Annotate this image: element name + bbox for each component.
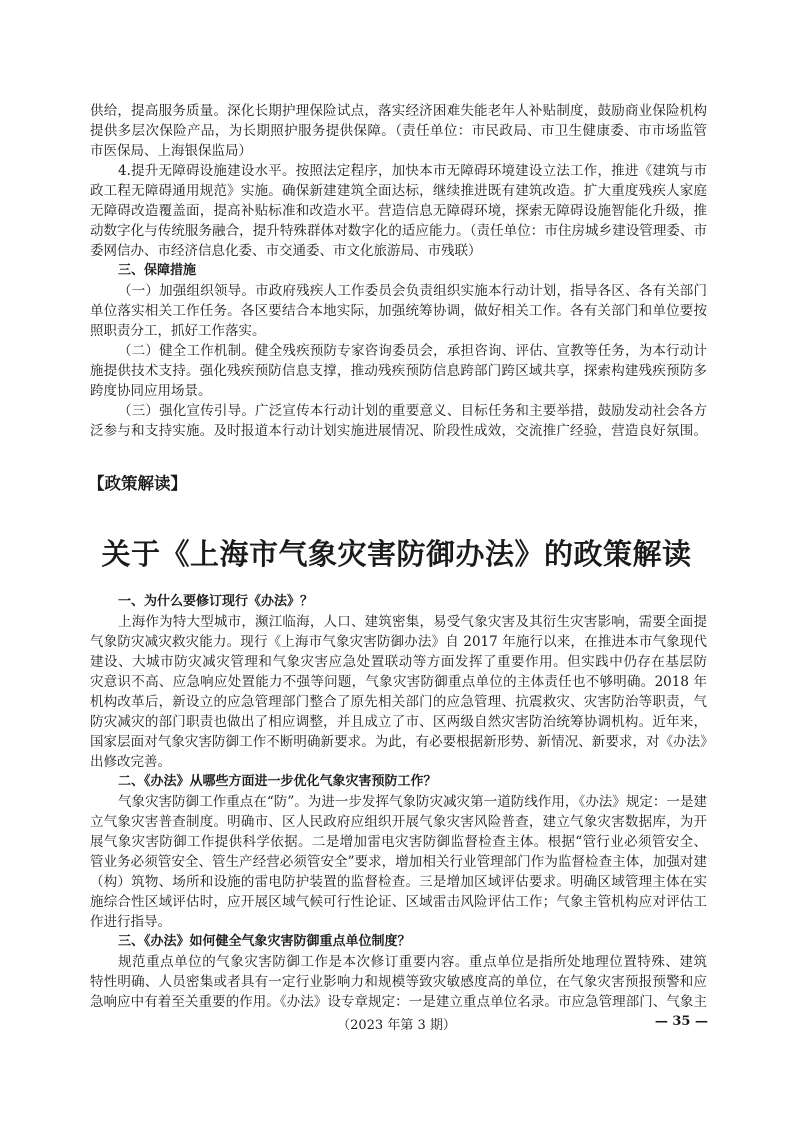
text-line: 上海作为特大型城市，濒江临海，人口、建筑密集，易受气象灾害及其衍生灾害影响，需要全面提	[118, 614, 707, 630]
article-body	[90, 592, 707, 1012]
paragraph	[90, 101, 707, 161]
text-line: （三）强化宣传引导。广泛宣传本行动计划的重要意义、目标任务和主要举措，鼓励发动社会各方	[118, 403, 707, 419]
text-line: 作进行指导。	[90, 914, 171, 930]
text-line: 市医保局、上海银保监局）	[90, 143, 252, 159]
text-line: 气象灾害防御工作重点在“防”。为进一步发挥气象防灾减灾第一道防线作用，《办法》规定：一是建	[118, 794, 707, 810]
text-line: （构）筑物、场所和设施的雷电防护装置的监督检查。三是增加区域评估要求。明确区域管理主体在实	[90, 874, 707, 890]
text-line: （二）健全工作机制。健全残疾预防专家咨询委员会，承担咨询、评估、宣教等任务，为本行动计	[118, 343, 707, 359]
text-line: 单位落实相关工作任务。各区要结合本地实际，加强统筹协调，做好相关工作。各有关部门和单位要按	[90, 303, 707, 319]
text-line: 提供多层次保险产品，为长期照护服务提供保障。（责任单位：市民政局、市卫生健康委、市市场监管	[90, 123, 707, 139]
text-line: 政工程无障碍通用规范》实施。确保新建建筑全面达标，继续推进既有建筑改造。扩大重度残疾人家庭	[90, 183, 707, 199]
text-line: 出修改完善。	[90, 754, 171, 770]
text-line: 三、保障措施	[118, 263, 197, 278]
issue-label: （2023 年第 3 期）	[337, 1018, 456, 1033]
text-line: 二、《办法》从哪些方面进一步优化气象灾害预防工作？	[118, 774, 437, 789]
text-line: 急响应中有着至关重要的作用。《办法》设专章规定：一是建立重点单位名录。市应急管理部门、气象主	[90, 994, 707, 1010]
text-line: 建设、大城市防灾减灾管理和气象灾害应急处置联动等方面发挥了重要作用。但实践中仍存在基层防	[90, 654, 707, 670]
section-heading	[90, 772, 707, 792]
article-title: 关于《上海市气象灾害防御办法》的政策解读	[101, 537, 692, 571]
section-heading	[90, 261, 707, 281]
text-line: 防灾减灾的部门职责也做出了相应调整，并且成立了市、区两级自然灾害防治统筹协调机构。近年来，	[90, 714, 707, 730]
paragraph	[90, 161, 707, 261]
text-line: 一、为什么要修订现行《办法》？	[118, 594, 314, 609]
text-line: 规范重点单位的气象灾害防御工作是本次修订重要内容。重点单位是指所处地理位置特殊、建筑	[118, 954, 707, 970]
text-line: （一）加强组织领导。市政府残疾人工作委员会负责组织实施本行动计划，指导各区、各有关部门	[118, 283, 707, 299]
paragraph	[90, 341, 707, 401]
text-line: 管业务必须管安全、管生产经营必须管安全”要求，增加相关行业管理部门作为监督检查主体，加强对建	[90, 854, 707, 870]
paragraph	[90, 401, 707, 441]
text-line: 气象防灾减灾救灾能力。现行《上海市气象灾害防御办法》自 2017 年施行以来，在推进本市气象现代	[90, 634, 707, 650]
paragraph	[90, 952, 707, 1012]
section-heading	[90, 932, 707, 952]
text-line: 三、《办法》如何健全气象灾害防御重点单位制度？	[118, 934, 411, 949]
text-line: 供给，提高服务质量。深化长期护理保险试点，落实经济困难失能老年人补贴制度，鼓励商业保险机构	[90, 103, 707, 119]
text-line: 特性明确、人员密集或者具有一定行业影响力和规模等致灾敏感度高的单位，在气象灾害预报预警和应	[90, 974, 707, 990]
text-line: 施综合性区域评估时，应开展区域气候可行性论证、区域雷击风险评估工作；气象主管机构应对评估工	[90, 894, 707, 910]
text-line: 4.提升无障碍设施建设水平。按照法定程序，加快本市无障碍环境建设立法工作，推进《建筑与市	[118, 163, 707, 179]
text-line: 动数字化与传统服务融合，提升特殊群体对数字化的适应能力。（责任单位：市住房城乡建设管理委、市	[90, 223, 707, 239]
text-line: 机构改革后，新设立的应急管理部门整合了原先相关部门的应急管理、抗震救灾、灾害防治等职责，气	[90, 694, 707, 710]
text-line: 立气象灾害普查制度。明确市、区人民政府应组织开展气象灾害风险普查，建立气象灾害数据库，为开	[90, 814, 707, 830]
page-number: — 35 —	[654, 1014, 708, 1029]
text-line: 跨度协同应用场景。	[90, 383, 212, 399]
previous-article-text	[90, 101, 707, 441]
text-line: 委网信办、市经济信息化委、市交通委、市文化旅游局、市残联）	[90, 243, 482, 259]
text-line: 施提供技术支持。强化残疾预防信息支撑，推动残疾预防信息跨部门跨区域共享，探索构建残疾预防多	[90, 363, 707, 379]
paragraph	[90, 281, 707, 341]
text-line: 展气象灾害防御工作提供科学依据。二是增加雷电灾害防御监督检查主体。根据“管行业必须管安全、	[90, 834, 707, 850]
text-line: 国家层面对气象灾害防御工作不断明确新要求。为此，有必要根据新形势、新情况、新要求，对《办法》	[90, 734, 707, 750]
section-heading	[90, 592, 707, 612]
text-line: 无障碍改造覆盖面，提高补贴标准和改造水平。营造信息无障碍环境，探索无障碍设施智能化升级，推	[90, 203, 707, 219]
text-line: 照职责分工，抓好工作落实。	[90, 323, 266, 339]
text-line: 灾意识不高、应急响应处置能力不强等问题，气象灾害防御重点单位的主体责任也不够明确。2018 年	[90, 674, 707, 690]
section-tag: 【政策解读】	[88, 474, 187, 493]
text-line: 泛参与和支持实施。及时报道本行动计划实施进展情况、阶段性成效，交流推广经验，营造良好氛围。	[90, 423, 707, 439]
paragraph	[90, 612, 707, 772]
paragraph	[90, 792, 707, 932]
